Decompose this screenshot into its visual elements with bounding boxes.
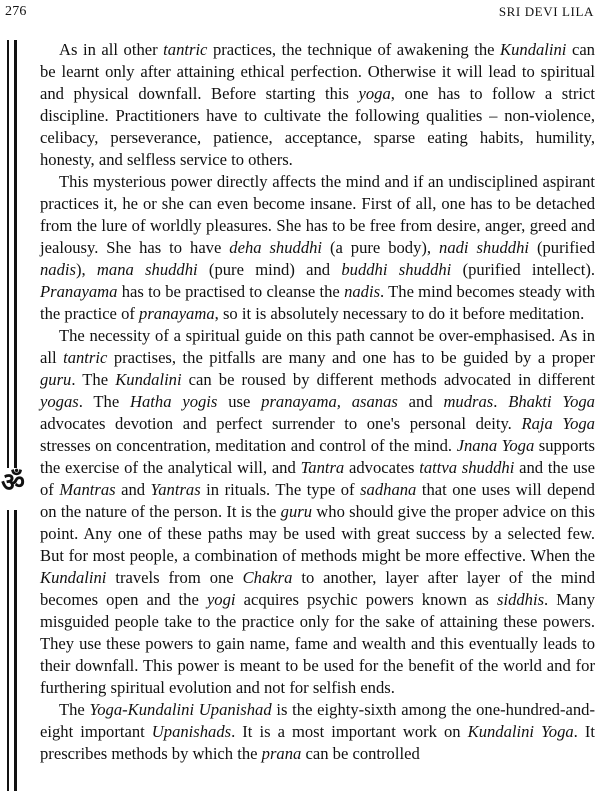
paragraph-2: This mysterious power directly affects the mind and if an undisciplined aspirant practices it, he or she can even become insane. First of all, one has to be detached from the lure of worldly pleasures. She has to be free from desire, anger, greed and jealousy. She has to have deha shuddhi (a pure body), nadi shuddhi (purified nadis), mana shuddhi (pure mind) and buddhi shuddhi (purified intellect). Pranayama has to be practised to cleanse the nadis. The mind becomes steady with the practice of pranayama, so it is absolutely necessary to do it before meditation. bbox=[40, 172, 596, 323]
italic-term: sadhana bbox=[360, 480, 417, 499]
italic-term: Upanishads bbox=[151, 722, 232, 741]
running-head: SRI DEVI LILA bbox=[498, 4, 594, 19]
paragraph-4: The Yoga-Kundalini Upanishad is the eighty-sixth among the one-hundred-and-eight important Upanishads. It is a most important work on Kundalini Yoga. It prescribes methods by which the prana can be controlled bbox=[40, 700, 595, 763]
italic-term: Pranayama bbox=[40, 282, 118, 301]
italic-term: buddhi shuddhi bbox=[341, 260, 452, 279]
italic-term: nadis bbox=[344, 282, 381, 301]
italic-term: prana bbox=[261, 744, 302, 763]
italic-term: tantric bbox=[163, 40, 208, 59]
italic-term: Kundalini bbox=[40, 568, 107, 587]
paragraph-3: The necessity of a spiritual guide on this path cannot be over-emphasised. As in all tantric practises, the pitfalls are many and one has to be guided by a proper guru. The Kundalini can be roused by different methods advocated in different yogas. The Hatha yogis use pranayama, asanas and mudras. Bhakti Yoga advocates devotion and perfect surrender to one's personal deity. Raja Yoga stresses on concentration, meditation and control of the mind. Jnana Yoga supports the exercise of the analytical will, and Tantra advocates tattva shuddhi and the use of Mantras and Yantras in rituals. The type of sadhana that one uses will depend on the nature of the person. It is the guru who should give the proper advice on this point. Any one of these paths may be used with great success by a selected few. But for most people, a combination of methods might be more effective. When the Kundalini travels from one Chakra to another, layer after layer of the mind becomes open and the yogi acquires psychic powers known as siddhis. Many misguided people take to the practice only for the sake of attaining these powers. They use these powers to gain name, fame and wealth and this eventually leads to their downfall. This power is meant to be used for the benefit of the world and for furthering spiritual evolution and not for selfish ends. bbox=[40, 326, 596, 697]
paragraph-1: As in all other tantric practices, the technique of awakening the Kundalini can be learnt only after attaining ethical perfection. Otherwise it will lead to spiritual and physical downfall. Before starting this yoga, one has to follow a strict discipline. Practitioners have to cultivate the following qualities – non-violence, celibacy, perseverance, patience, acceptance, sparse eating habits, humility, honesty, and selfless service to others. bbox=[40, 40, 595, 169]
italic-term: Kundalini bbox=[500, 40, 567, 59]
margin-rule-thin-top bbox=[7, 40, 9, 468]
italic-term: Hatha yogis bbox=[130, 392, 218, 411]
italic-term: Tantra bbox=[300, 458, 345, 477]
italic-term: Yoga-Kundalini Upanishad bbox=[89, 700, 272, 719]
italic-term: tantric bbox=[63, 348, 108, 367]
italic-term: yogas bbox=[40, 392, 79, 411]
italic-term: Kundalini bbox=[115, 370, 182, 389]
italic-term: Chakra bbox=[242, 568, 293, 587]
italic-term: mudras bbox=[443, 392, 494, 411]
italic-term: pranayama, asanas bbox=[261, 392, 398, 411]
italic-term: Mantras bbox=[59, 480, 116, 499]
italic-term: mana shuddhi bbox=[96, 260, 198, 279]
margin-rule-thin-bottom bbox=[7, 510, 9, 791]
italic-term: pranayama bbox=[139, 304, 215, 323]
italic-term: yogi bbox=[206, 590, 236, 609]
italic-term: nadis bbox=[40, 260, 76, 279]
italic-term: guru bbox=[40, 370, 72, 389]
italic-term: Raja Yoga bbox=[521, 414, 595, 433]
italic-term: nadi shuddhi bbox=[439, 238, 530, 257]
om-symbol-icon: ॐ bbox=[1, 468, 25, 498]
italic-term: Bhakti Yoga bbox=[508, 392, 595, 411]
italic-term: siddhis bbox=[497, 590, 545, 609]
italic-term: guru bbox=[280, 502, 313, 521]
italic-term: yoga bbox=[358, 84, 391, 103]
italic-term: tattva shuddhi bbox=[419, 458, 515, 477]
page-number: 276 bbox=[5, 4, 27, 19]
margin-rule-thick-top bbox=[14, 40, 17, 468]
body-text bbox=[40, 39, 595, 765]
italic-term: deha shuddhi bbox=[229, 238, 323, 257]
italic-term: Kundalini Yoga bbox=[467, 722, 574, 741]
italic-term: Jnana Yoga bbox=[456, 436, 535, 455]
italic-term: Yantras bbox=[150, 480, 201, 499]
margin-rule-thick-bottom bbox=[14, 510, 17, 791]
